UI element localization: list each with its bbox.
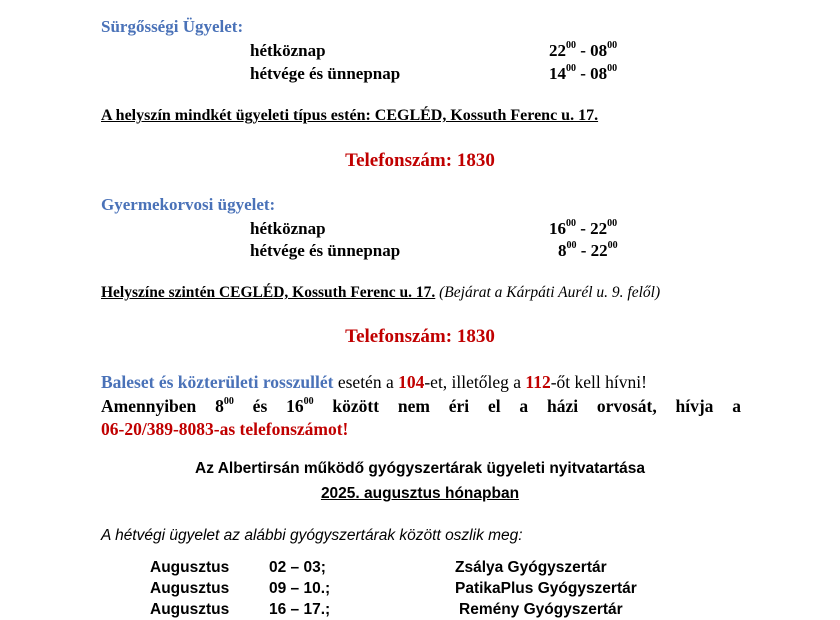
pediatric-weekend-label: hétvége és ünnepnap — [250, 241, 401, 260]
pediatric-weekday-label: hétköznap — [250, 219, 326, 238]
pharmacy-row-1-days: 02 – 03; — [269, 559, 326, 576]
pharmacy-row-1-name: Zsálya Gyógyszertár — [455, 559, 607, 576]
pharmacy-intro: A hétvégi ügyelet az alábbi gyógyszertárak között oszlik meg: — [101, 527, 523, 544]
emergency-weekend-hours: $14^{00} - 08^{00}$ — [549, 63, 618, 83]
pediatric-location-line — [101, 284, 660, 302]
accident-text-a: esetén a — [333, 372, 399, 392]
emergency-phone: Telefonszám: 1830 — [345, 150, 495, 171]
accident-line-1 — [101, 372, 647, 393]
accident-line-2: Amennyiben $8^{00}$ és $16^{00}$ között nem éri el a házi orvosát, hívja a — [101, 396, 741, 416]
pediatric-title: Gyermekorvosi ügyelet: — [101, 195, 276, 214]
pharmacy-row-3-days: 16 – 17.; — [269, 601, 331, 618]
pharmacy-row-2-days: 09 – 10.; — [269, 580, 331, 597]
emergency-title: Sürgősségi Ügyelet: — [101, 17, 244, 36]
emergency-weekend-label: hétvége és ünnepnap — [250, 64, 401, 83]
pharmacy-row-3-name: Remény Gyógyszertár — [459, 601, 623, 618]
accident-text-b: -et, illetőleg a — [424, 372, 526, 392]
number-104: 104 — [398, 372, 425, 392]
pediatric-phone: Telefonszám: 1830 — [345, 326, 495, 347]
accident-text-c: -őt kell hívni! — [550, 372, 647, 392]
pharmacy-row-3-month: Augusztus — [150, 601, 230, 618]
emergency-weekday-hours: $22^{00} - 08^{00}$ — [549, 40, 618, 60]
emergency-weekday-label: hétköznap — [250, 41, 326, 60]
pharmacy-row-1-month: Augusztus — [150, 559, 230, 576]
pediatric-location: Helyszíne szintén CEGLÉD, Kossuth Ferenc u. 17. — [101, 284, 436, 301]
pediatric-location-note: (Bejárat a Kárpáti Aurél u. 9. felől) — [439, 284, 661, 301]
doctor-phone-number: 06-20/389-8083-as telefonszámot! — [101, 419, 349, 439]
pediatric-weekday-hours: $16^{00} - 22^{00}$ — [549, 218, 618, 238]
pediatric-weekend-hours: $8^{00} - 22^{00}$ — [558, 240, 618, 260]
pharmacy-heading-2: 2025. augusztus hónapban — [320, 485, 520, 502]
pharmacy-row-2-month: Augusztus — [150, 580, 230, 597]
accident-highlight: Baleset és közterületi rosszullét — [101, 372, 334, 392]
pharmacy-row-2-name: PatikaPlus Gyógyszertár — [455, 580, 637, 597]
pharmacy-heading-1: Az Albertirsán működő gyógyszertárak ügyeleti nyitvatartása — [195, 460, 645, 477]
emergency-location: A helyszín mindkét ügyeleti típus estén: CEGLÉD, Kossuth Ferenc u. 17. — [101, 107, 599, 124]
number-112: 112 — [525, 372, 551, 392]
